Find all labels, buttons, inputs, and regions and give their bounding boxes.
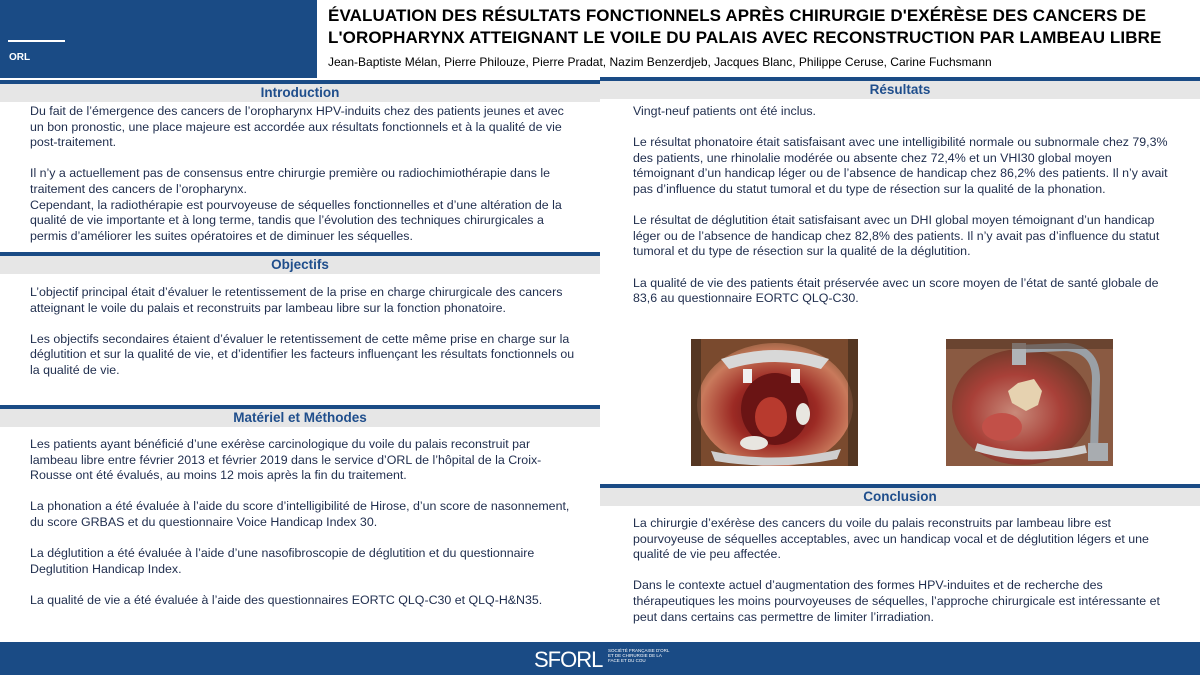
introduction-paragraph: Du fait de l’émergence des cancers de l’oropharynx HPV-induits chez des patients jeunes et avec un bon pronostic, une place majeure est accordée aux résultats fonctionnels et à la qualité de vie post-traitement. [30,104,564,150]
header-rule [8,40,65,42]
section-heading-objectifs: Objectifs [0,252,600,274]
section-body-methodes [30,437,575,609]
section-heading-conclusion: Conclusion [600,484,1200,506]
methodes-paragraph: La déglutition a été évaluée à l’aide d’une nasofibroscopie de déglutition et du questionnaire Deglutition Handicap Index. [30,546,535,576]
resultats-paragraph: Le résultat de déglutition était satisfaisant avec un DHI global moyen témoignant d’un handicap léger ou de l’absence de handicap chez 82,8% des patients. Il n’y avait pas d’influence du statut tumoral et du type de résection sur la qualité de la déglutition. [633,213,1160,259]
methodes-paragraph: Les patients ayant bénéficié d’une exérèse carcinologique du voile du palais reconstruit par lambeau libre entre février 2013 et février 2019 dans le service d’ORL de l’hôpital de la Croix-Rousse ont été évalués, au moins 12 mois après la fin du traitement. [30,437,542,483]
conclusion-paragraph: La chirurgie d’exérèse des cancers du voile du palais reconstruits par lambeau libre est pourvoyeuse de séquelles acceptables, avec un handicap vocal et de déglutition légers et une qualité de vie peu affectée. [633,516,1149,562]
header-band [0,0,317,78]
section-heading-introduction: Introduction [0,80,600,102]
resultats-paragraph: Le résultat phonatoire était satisfaisant avec une intelligibilité normale ou subnormale chez 79,3% des patients, une rhinolalie modérée ou absente chez 72,4% et un VHI30 global moyen témoignant d’un handicap léger ou de l’absence de handicap chez 86,2% des patients. Il n’y avait pas d’influence du statut tumoral et du type de résection sur la qualité de la phonation. [633,135,1168,196]
conclusion-paragraph: Dans le contexte actuel d’augmentation des formes HPV-induites et de recherche des thérapeutiques les moins pourvoyeuses de séquelles, l’approche chirurgicale est intéressante et peut dans certains cas permettre de limiter l’irradiation. [633,578,1160,624]
poster-authors: Jean-Baptiste Mélan, Pierre Philouze, Pierre Pradat, Nazim Benzerdjeb, Jacques Blanc, Philippe Ceruse, Carine Fuchsmann [328,55,992,69]
clinical-photo-oral-cavity-2 [946,339,1113,466]
objectifs-paragraph: Les objectifs secondaires étaient d’évaluer le retentissement de cette même prise en charge sur la déglutition et sur la qualité de vie, et d’identifier les facteurs influençant les résultats fonctionnels ou la qualité de vie. [30,331,575,377]
poster-title: ÉVALUATION DES RÉSULTATS FONCTIONNELS APRÈS CHIRURGIE D'EXÉRÈSE DES CANCERS DE L'OROPHARYNX ATTEIGNANT LE VOILE DU PALAIS AVEC RECONSTRUCTION PAR LAMBEAU LIBRE [328,6,1162,47]
sforl-logo-letters: SFORL [534,647,603,672]
methodes-paragraph: La phonation a été évaluée à l’aide du score d’intelligibilité de Hirose, d’un score de nasonnement, du score GRBAS et du questionnaire Voice Handicap Index 30. [30,499,570,529]
specialty-tag: ORL [9,52,31,63]
section-body-conclusion [633,516,1168,625]
section-heading-methodes: Matériel et Méthodes [0,405,600,427]
introduction-paragraph: Cependant, la radiothérapie est pourvoyeuse de séquelles fonctionnelles et d’une altération de la qualité de vie importante et à long terme, tandis que l’évolution des techniques chirurgicales a permis d’améliorer les suites opératoires et de diminuer les séquelles. [30,197,562,243]
sforl-logo-subtitle: SOCIÉTÉ FRANÇAISE D'ORL ET DE CHIRURGIE DE LA FACE ET DU COU [608,648,670,664]
introduction-paragraph: Il n’y a actuellement pas de consensus entre chirurgie première ou radiochimiothérapie dans le traitement des cancers de l’oropharynx. [30,166,551,196]
resultats-paragraph: Vingt-neuf patients ont été inclus. [633,104,816,118]
objectifs-paragraph: L’objectif principal était d’évaluer le retentissement de la prise en charge chirurgicale des cancers atteignant le voile du palais et reconstruits par lambeau libre sur la fonction phonatoire. [30,285,563,315]
section-body-resultats [633,104,1168,307]
resultats-paragraph: La qualité de vie des patients était préservée avec un score moyen de l’état de santé globale de 83,6 au questionnaire EORTC QLQ-C30. [633,275,1159,306]
section-body-objectifs [30,285,575,379]
clinical-photo-oral-cavity-1 [691,339,858,466]
section-heading-resultats: Résultats [600,77,1200,99]
methodes-paragraph: La qualité de vie a été évaluée à l’aide des questionnaires EORTC QLQ-C30 et QLQ-H&N35. [30,592,543,607]
section-body-introduction [30,104,575,244]
sforl-logo [534,646,674,672]
